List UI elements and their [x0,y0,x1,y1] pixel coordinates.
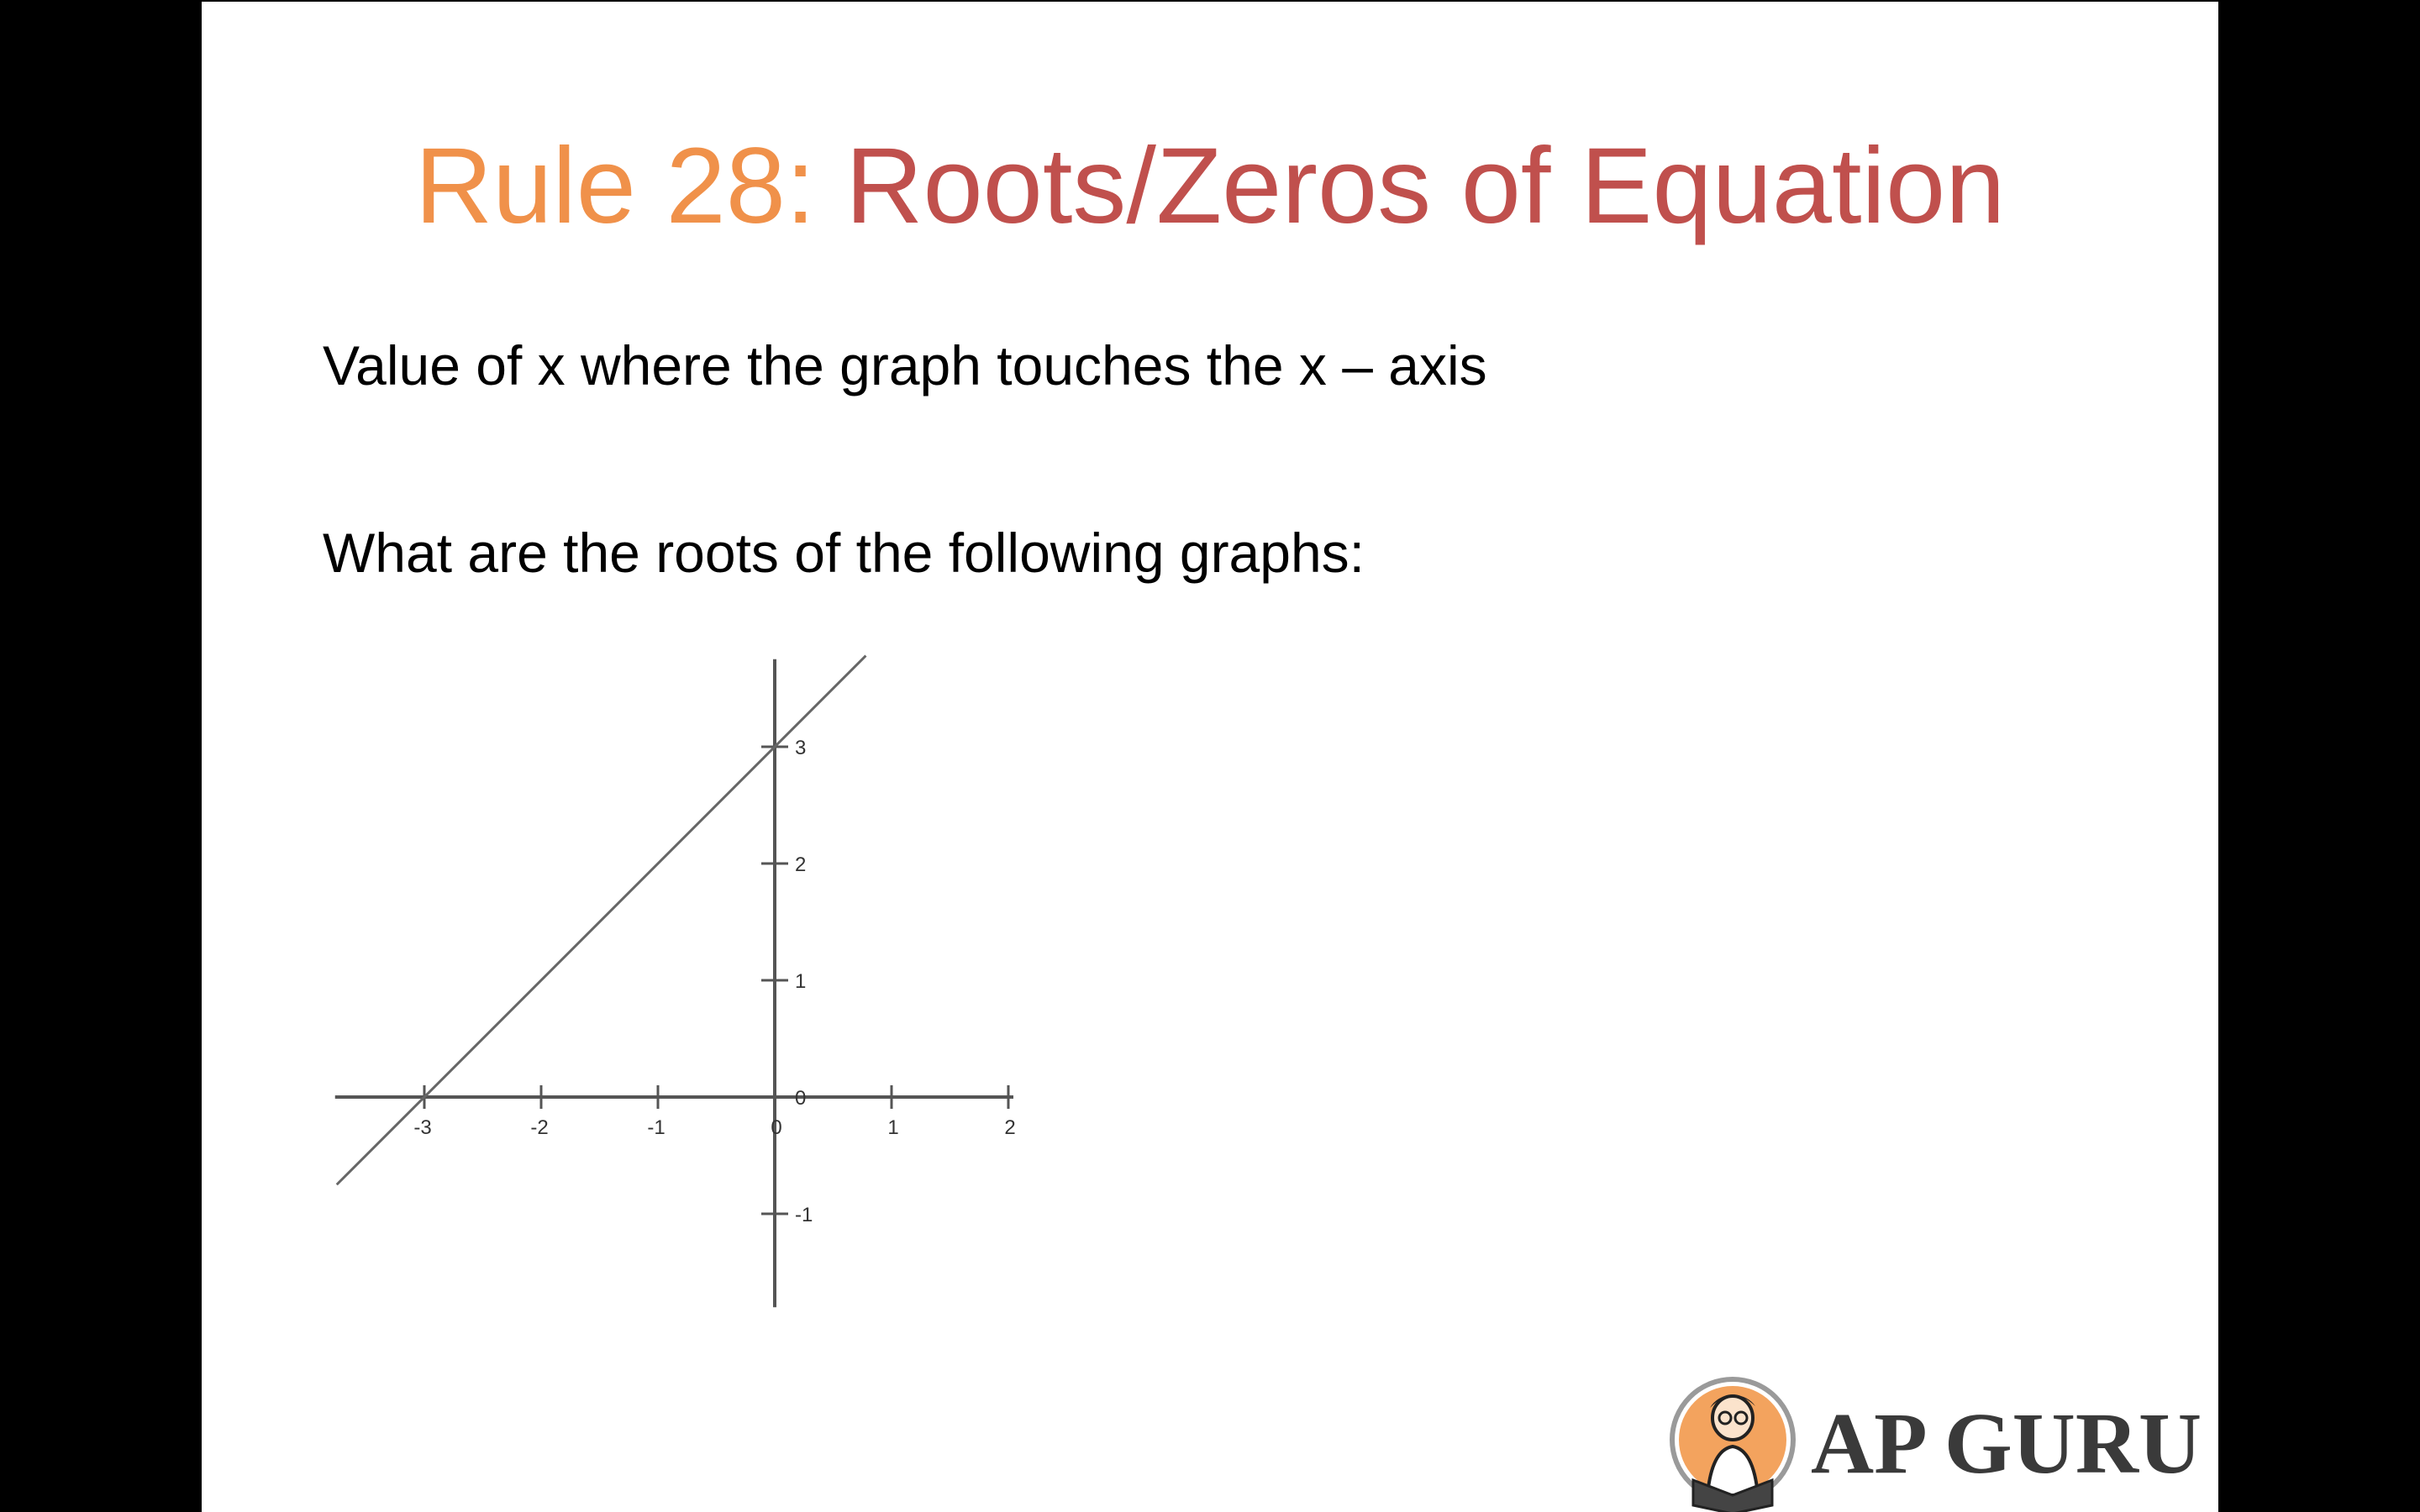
x-tick-label: 1 [887,1116,899,1139]
x-tick-label: -1 [647,1116,666,1139]
x-tick-label: -3 [413,1116,432,1139]
logo-mascot-icon [1672,1379,1793,1512]
x-tick-label: 0 [771,1116,782,1139]
y-tick-label: 3 [795,737,807,759]
x-tick-label: -2 [530,1116,549,1139]
series [337,656,866,1185]
axes [335,659,1016,1307]
y-tick-label: 2 [795,853,807,876]
logo-text: AP GURU [1811,1395,2202,1492]
title-main: Roots/Zeros of Equation [845,126,2006,246]
y-tick-label: 0 [795,1087,807,1110]
x-tick-label: 2 [1004,1116,1016,1139]
question-text: What are the roots of the following graphs: [323,522,1365,584]
graph [202,2,2218,1512]
ticks [413,737,1015,1226]
slide [202,2,2218,1512]
y-tick-label: 1 [795,970,807,993]
title-prefix: Rule 28: [414,126,816,246]
definition-text: Value of x where the graph touches the x – axis [323,334,1487,396]
y-tick-label: -1 [795,1204,813,1226]
series-line [337,656,866,1185]
